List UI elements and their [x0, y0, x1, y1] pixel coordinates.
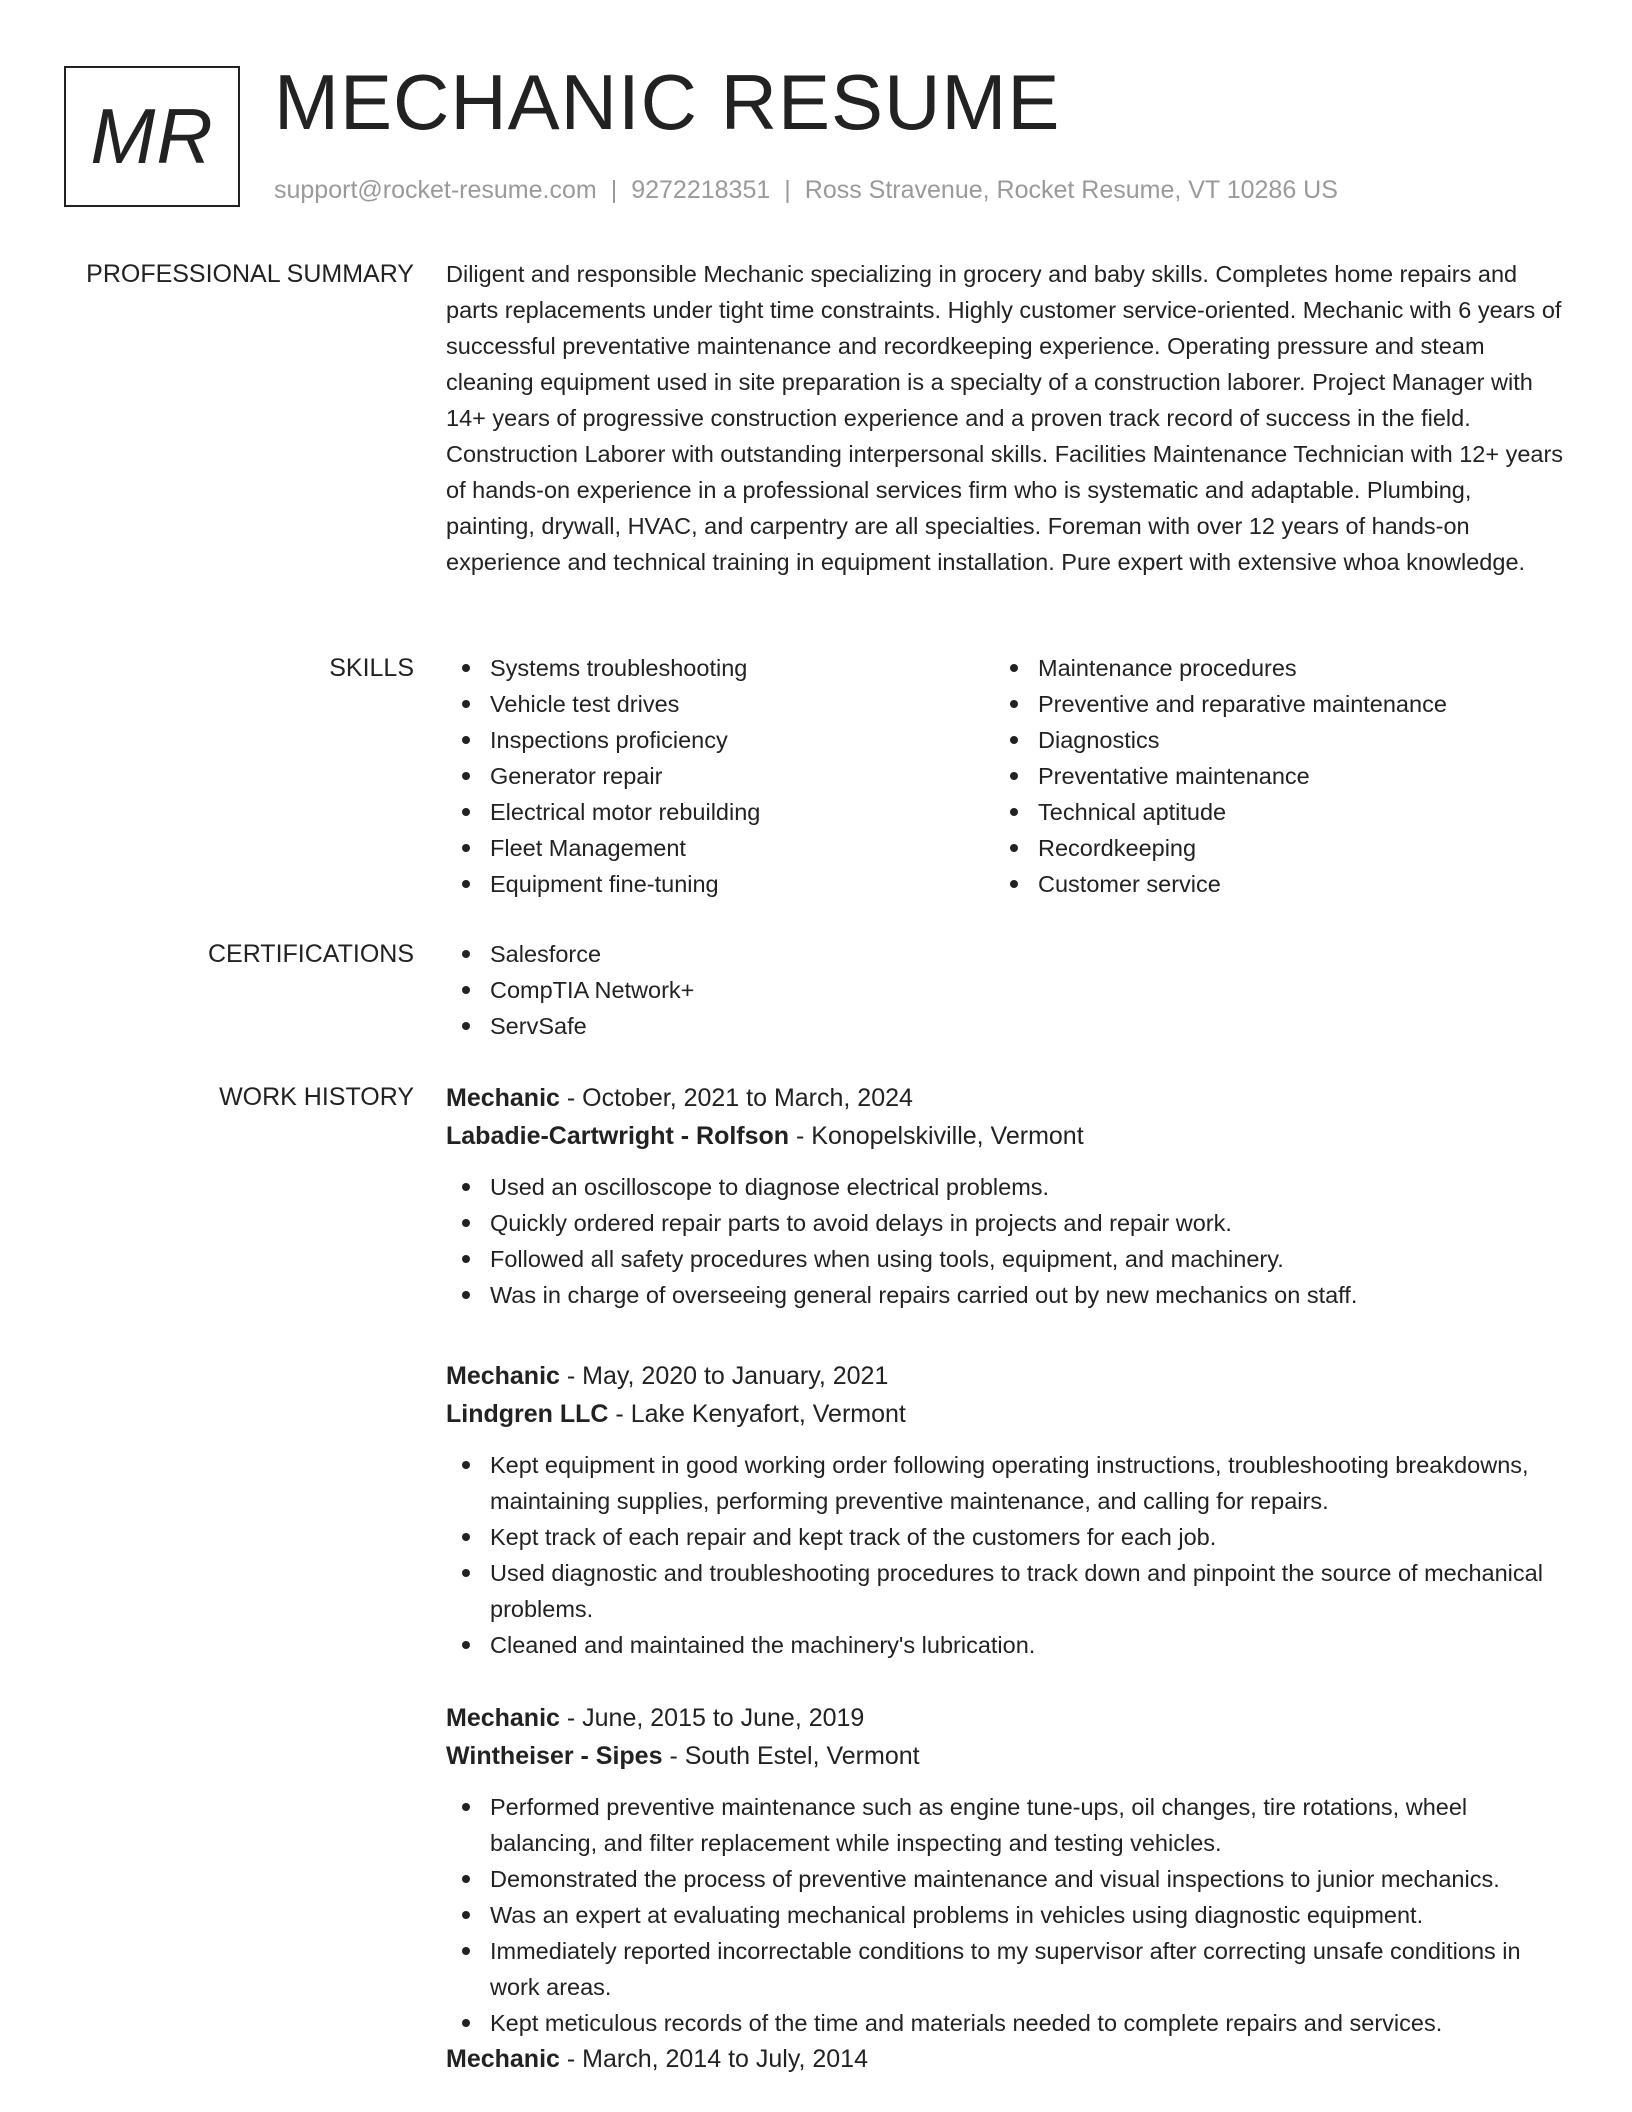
certifications-body	[446, 936, 1564, 1044]
skill-item: Customer service	[994, 866, 1542, 902]
job-duty-item: Used diagnostic and troubleshooting procedures to track down and pinpoint the source of mechanical problems.	[446, 1555, 1564, 1627]
job-company-line	[446, 1117, 1564, 1155]
job-duty-item: Performed preventive maintenance such as engine tune-ups, oil changes, tire rotations, wheel balancing, and filter replacement while inspecting and testing vehicles.	[446, 1789, 1564, 1861]
certification-item: Salesforce	[446, 936, 1564, 972]
certification-item: ServSafe	[446, 1008, 1564, 1044]
job-dates: - June, 2015 to June, 2019	[559, 1704, 865, 1732]
job-duty-item: Immediately reported incorrectable conditions to my supervisor after correcting unsafe conditions in work areas.	[446, 1933, 1564, 2005]
skill-item: Inspections proficiency	[446, 722, 994, 758]
skill-item: Maintenance procedures	[994, 650, 1542, 686]
skills-body	[446, 650, 1564, 902]
job-entry	[446, 1699, 1564, 2041]
job-duty-item: Kept meticulous records of the time and materials needed to complete repairs and services.	[446, 2005, 1564, 2041]
job-duty-item: Quickly ordered repair parts to avoid delays in projects and repair work.	[446, 1205, 1564, 1241]
job-dates: - May, 2020 to January, 2021	[559, 1362, 889, 1390]
skill-item: Preventative maintenance	[994, 758, 1542, 794]
job-location: - South Estel, Vermont	[662, 1742, 920, 1770]
certifications-list	[446, 936, 1564, 1044]
skill-item: Preventive and reparative maintenance	[994, 686, 1542, 722]
skills-list-left	[446, 650, 994, 902]
job-entry	[446, 2040, 1564, 2078]
job-title-line	[446, 2040, 1564, 2078]
job-company: Wintheiser - Sipes	[446, 1742, 663, 1770]
skill-item: Diagnostics	[994, 722, 1542, 758]
monogram-logo: MR	[64, 66, 240, 207]
job-duty-item: Demonstrated the process of preventive maintenance and visual inspections to junior mechanics.	[446, 1861, 1564, 1897]
job-entry	[446, 1079, 1564, 1313]
job-duties-list	[446, 1447, 1564, 1663]
contact-address: Ross Stravenue, Rocket Resume, VT 10286 US	[804, 176, 1338, 204]
job-dates: - March, 2014 to July, 2014	[559, 2045, 868, 2073]
certification-item: CompTIA Network+	[446, 972, 1564, 1008]
job-company: Labadie-Cartwright - Rolfson	[446, 1122, 790, 1150]
contact-phone[interactable]: 9272218351	[631, 176, 771, 204]
contact-line	[274, 174, 1338, 206]
skill-item: Technical aptitude	[994, 794, 1542, 830]
job-title: Mechanic	[446, 1704, 560, 1732]
summary-body	[446, 256, 1564, 580]
job-duties-list	[446, 1789, 1564, 2041]
contact-email[interactable]: support@rocket-resume.com	[274, 176, 597, 204]
job-title: Mechanic	[446, 2045, 560, 2073]
job-title-line	[446, 1699, 1564, 1737]
job-company-line	[446, 1737, 1564, 1775]
skill-item: Equipment fine-tuning	[446, 866, 994, 902]
job-duty-item: Kept track of each repair and kept track of the customers for each job.	[446, 1519, 1564, 1555]
job-title: Mechanic	[446, 1084, 560, 1112]
job-duty-item: Cleaned and maintained the machinery's lubrication.	[446, 1627, 1564, 1663]
job-title-line	[446, 1357, 1564, 1395]
page-title: MECHANIC RESUME	[274, 58, 1061, 146]
job-location: - Konopelskiville, Vermont	[789, 1122, 1084, 1150]
section-heading-work-history: WORK HISTORY	[219, 1083, 414, 1111]
skills-list-right	[994, 650, 1542, 902]
section-heading-certifications: CERTIFICATIONS	[207, 940, 414, 968]
skill-item: Recordkeeping	[994, 830, 1542, 866]
job-entry	[446, 1357, 1564, 1663]
job-duty-item: Used an oscilloscope to diagnose electrical problems.	[446, 1169, 1564, 1205]
job-duties-list	[446, 1169, 1564, 1313]
job-duty-item: Was an expert at evaluating mechanical problems in vehicles using diagnostic equipment.	[446, 1897, 1564, 1933]
job-duty-item: Kept equipment in good working order following operating instructions, troubleshooting breakdowns, maintaining supplies, performing preventive maintenance, and calling for repairs.	[446, 1447, 1564, 1519]
skill-item: Fleet Management	[446, 830, 994, 866]
job-dates: - October, 2021 to March, 2024	[559, 1084, 913, 1112]
skill-item: Vehicle test drives	[446, 686, 994, 722]
job-company-line	[446, 1395, 1564, 1433]
job-duty-item: Was in charge of overseeing general repairs carried out by new mechanics on staff.	[446, 1277, 1564, 1313]
section-heading-skills: SKILLS	[329, 654, 414, 682]
job-title-line	[446, 1079, 1564, 1117]
section-heading-summary: PROFESSIONAL SUMMARY	[86, 260, 414, 288]
job-duty-item: Followed all safety procedures when using tools, equipment, and machinery.	[446, 1241, 1564, 1277]
contact-separator: |	[610, 176, 618, 204]
skill-item: Electrical motor rebuilding	[446, 794, 994, 830]
job-title: Mechanic	[446, 1362, 560, 1390]
job-company: Lindgren LLC	[446, 1400, 609, 1428]
summary-text: Diligent and responsible Mechanic specializing in grocery and baby skills. Completes home repairs and parts replacements under tight time constraints. Highly customer service-oriented. Mechanic with 6 years of successful preventative maintenance and recordkeeping experience. Operating pressure and steam cleaning equipment used in site preparation is a specialty of a construction laborer. Project Manager with 14+ years of progressive construction experience and a proven track record of success in the field. Construction Laborer with outstanding interpersonal skills. Facilities Maintenance Technician with 12+ years of hands-on experience in a professional services firm who is systematic and adaptable. Plumbing, painting, drywall, HVAC, and carpentry are all specialties. Foreman with over 12 years of hands-on experience and technical training in equipment installation. Pure expert with extensive whoa knowledge.	[446, 261, 1564, 575]
skill-item: Generator repair	[446, 758, 994, 794]
contact-separator: |	[784, 176, 791, 204]
skill-item: Systems troubleshooting	[446, 650, 994, 686]
job-location: - Lake Kenyafort, Vermont	[608, 1400, 906, 1428]
